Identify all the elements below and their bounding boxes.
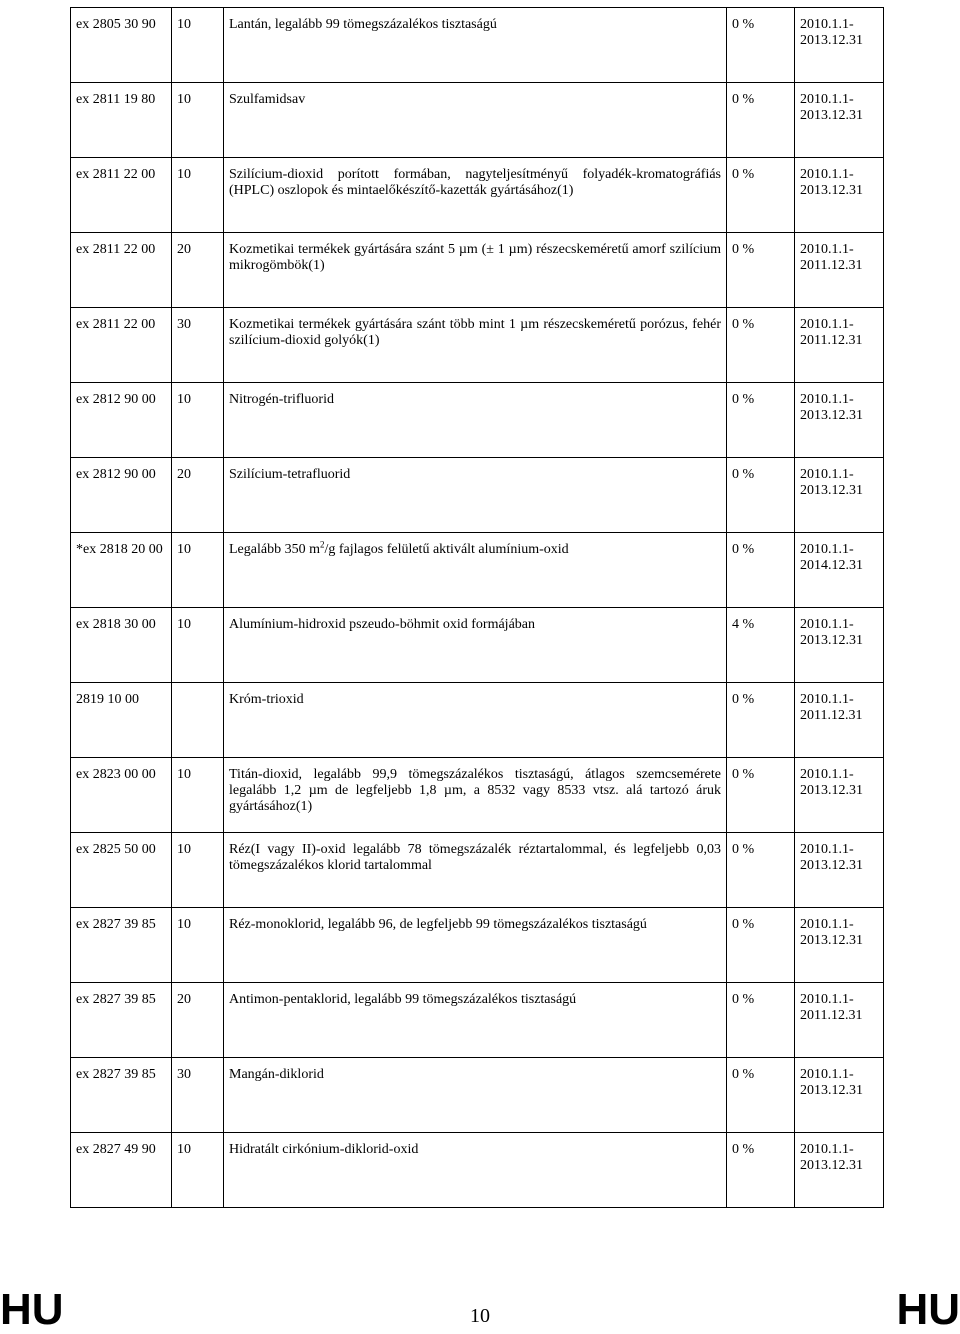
- duty-rate: 0 %: [727, 1133, 795, 1208]
- date-from: 2010.1.1-: [800, 467, 854, 482]
- date-from: 2010.1.1-: [800, 767, 854, 782]
- cn-code: ex 2811 22 00: [71, 308, 172, 383]
- date-from: 2010.1.1-: [800, 167, 854, 182]
- validity-period: [795, 83, 884, 158]
- date-from: 2010.1.1-: [800, 92, 854, 107]
- product-description: [224, 533, 727, 608]
- tariff-table: [70, 7, 884, 1208]
- table-row: [71, 83, 884, 158]
- product-description: Antimon-pentaklorid, legalább 99 tömegszázalékos tisztaságú: [224, 983, 727, 1058]
- date-to: 2013.12.31: [800, 858, 863, 873]
- validity-period: [795, 608, 884, 683]
- product-description: Kozmetikai termékek gyártására szánt több mint 1 µm részecskeméretű porózus, fehér szilícium-dioxid golyók(1): [224, 308, 727, 383]
- date-to: 2013.12.31: [800, 483, 863, 498]
- product-description: Réz-monoklorid, legalább 96, de legfeljebb 99 tömegszázalékos tisztaságú: [224, 908, 727, 983]
- language-code-right: HU: [896, 1285, 960, 1334]
- validity-period: [795, 8, 884, 83]
- validity-period: [795, 983, 884, 1058]
- duty-rate: 0 %: [727, 758, 795, 833]
- table-row: [71, 908, 884, 983]
- taric-code: [172, 683, 224, 758]
- taric-code: 10: [172, 1133, 224, 1208]
- product-description: Hidratált cirkónium-diklorid-oxid: [224, 1133, 727, 1208]
- table-row: [71, 833, 884, 908]
- product-description: Réz(I vagy II)-oxid legalább 78 tömegszázalék réztartalommal, és legfeljebb 0,03 tömegszázalékos klorid tartalommal: [224, 833, 727, 908]
- duty-rate: 0 %: [727, 83, 795, 158]
- date-from: 2010.1.1-: [800, 917, 854, 932]
- table-row: [71, 1133, 884, 1208]
- product-description: Alumínium-hidroxid pszeudo-böhmit oxid formájában: [224, 608, 727, 683]
- product-description: Lantán, legalább 99 tömegszázalékos tisztaságú: [224, 8, 727, 83]
- cn-code: ex 2825 50 00: [71, 833, 172, 908]
- taric-code: 10: [172, 833, 224, 908]
- duty-rate: 0 %: [727, 233, 795, 308]
- validity-period: [795, 833, 884, 908]
- product-description: Szilícium-dioxid porított formában, nagyteljesítményű folyadék-kromatográfiás (HPLC) oszlopok és mintaelőkészítő-kazetták gyártásához(1): [224, 158, 727, 233]
- taric-code: 10: [172, 758, 224, 833]
- validity-period: [795, 683, 884, 758]
- validity-period: [795, 1058, 884, 1133]
- cn-code: ex 2823 00 00: [71, 758, 172, 833]
- table-row: [71, 8, 884, 83]
- date-to: 2011.12.31: [800, 258, 863, 273]
- date-to: 2013.12.31: [800, 33, 863, 48]
- date-from: 2010.1.1-: [800, 842, 854, 857]
- table-row: [71, 608, 884, 683]
- date-to: 2011.12.31: [800, 1008, 863, 1023]
- taric-code: 10: [172, 383, 224, 458]
- validity-period: [795, 533, 884, 608]
- cn-code: ex 2812 90 00: [71, 383, 172, 458]
- date-from: 2010.1.1-: [800, 392, 854, 407]
- product-description: Kozmetikai termékek gyártására szánt 5 µm (± 1 µm) részecskeméretű amorf szilícium mikrogömbök(1): [224, 233, 727, 308]
- table-row: [71, 683, 884, 758]
- cn-code: ex 2811 22 00: [71, 233, 172, 308]
- duty-rate: 0 %: [727, 533, 795, 608]
- duty-rate: 4 %: [727, 608, 795, 683]
- product-description: Mangán-diklorid: [224, 1058, 727, 1133]
- duty-rate: 0 %: [727, 308, 795, 383]
- date-from: 2010.1.1-: [800, 617, 854, 632]
- validity-period: [795, 458, 884, 533]
- cn-code: ex 2818 30 00: [71, 608, 172, 683]
- cn-code: ex 2827 49 90: [71, 1133, 172, 1208]
- duty-rate: 0 %: [727, 833, 795, 908]
- cn-code: ex 2805 30 90: [71, 8, 172, 83]
- product-description: Titán-dioxid, legalább 99,9 tömegszázalékos tisztaságú, átlagos szemcsemérete legalább 1,2 µm de legfeljebb 1,8 µm, a 8532 vagy 8533 vtsz. alá tartozó áruk gyártásához(1): [224, 758, 727, 833]
- date-from: 2010.1.1-: [800, 542, 854, 557]
- date-to: 2013.12.31: [800, 933, 863, 948]
- duty-rate: 0 %: [727, 158, 795, 233]
- duty-rate: 0 %: [727, 1058, 795, 1133]
- taric-code: 30: [172, 1058, 224, 1133]
- date-from: 2010.1.1-: [800, 317, 854, 332]
- date-from: 2010.1.1-: [800, 692, 854, 707]
- product-description: Szulfamidsav: [224, 83, 727, 158]
- taric-code: 20: [172, 983, 224, 1058]
- date-to: 2013.12.31: [800, 408, 863, 423]
- table-row: [71, 533, 884, 608]
- validity-period: [795, 158, 884, 233]
- taric-code: 10: [172, 533, 224, 608]
- cn-code: 2819 10 00: [71, 683, 172, 758]
- validity-period: [795, 1133, 884, 1208]
- cn-code: ex 2811 22 00: [71, 158, 172, 233]
- product-description: Króm-trioxid: [224, 683, 727, 758]
- product-description: Nitrogén-trifluorid: [224, 383, 727, 458]
- cn-code: ex 2812 90 00: [71, 458, 172, 533]
- date-from: 2010.1.1-: [800, 992, 854, 1007]
- duty-rate: 0 %: [727, 983, 795, 1058]
- taric-code: 20: [172, 233, 224, 308]
- date-to: 2013.12.31: [800, 108, 863, 123]
- cn-code: ex 2811 19 80: [71, 83, 172, 158]
- date-to: 2011.12.31: [800, 708, 863, 723]
- duty-rate: 0 %: [727, 683, 795, 758]
- product-description: Szilícium-tetrafluorid: [224, 458, 727, 533]
- date-to: 2011.12.31: [800, 333, 863, 348]
- validity-period: [795, 308, 884, 383]
- date-from: 2010.1.1-: [800, 242, 854, 257]
- table-row: [71, 983, 884, 1058]
- table-row: [71, 758, 884, 833]
- duty-rate: 0 %: [727, 8, 795, 83]
- taric-code: 10: [172, 158, 224, 233]
- date-to: 2014.12.31: [800, 558, 863, 573]
- validity-period: [795, 758, 884, 833]
- validity-period: [795, 908, 884, 983]
- table-row: [71, 233, 884, 308]
- date-from: 2010.1.1-: [800, 1067, 854, 1082]
- taric-code: 10: [172, 8, 224, 83]
- cn-code: ex 2827 39 85: [71, 983, 172, 1058]
- cn-code: ex 2827 39 85: [71, 1058, 172, 1133]
- language-code-left: HU: [0, 1285, 64, 1334]
- date-to: 2013.12.31: [800, 783, 863, 798]
- table-row: [71, 1058, 884, 1133]
- date-to: 2013.12.31: [800, 633, 863, 648]
- table-row: [71, 458, 884, 533]
- validity-period: [795, 233, 884, 308]
- cn-code: *ex 2818 20 00: [71, 533, 172, 608]
- taric-code: 10: [172, 908, 224, 983]
- duty-rate: 0 %: [727, 458, 795, 533]
- validity-period: [795, 383, 884, 458]
- table-row: [71, 308, 884, 383]
- table-row: [71, 158, 884, 233]
- description-text: Legalább 350 m: [229, 542, 320, 557]
- date-to: 2013.12.31: [800, 183, 863, 198]
- date-to: 2013.12.31: [800, 1083, 863, 1098]
- date-from: 2010.1.1-: [800, 1142, 854, 1157]
- taric-code: 10: [172, 608, 224, 683]
- cn-code: ex 2827 39 85: [71, 908, 172, 983]
- date-from: 2010.1.1-: [800, 17, 854, 32]
- description-text-cont: /g fajlagos felületű aktivált alumínium-oxid: [324, 542, 569, 557]
- duty-rate: 0 %: [727, 908, 795, 983]
- page-number: 10: [470, 1305, 490, 1327]
- table-row: [71, 383, 884, 458]
- superscript-exponent: 2: [319, 539, 325, 550]
- taric-code: 10: [172, 83, 224, 158]
- duty-rate: 0 %: [727, 383, 795, 458]
- taric-code: 30: [172, 308, 224, 383]
- date-to: 2013.12.31: [800, 1158, 863, 1173]
- taric-code: 20: [172, 458, 224, 533]
